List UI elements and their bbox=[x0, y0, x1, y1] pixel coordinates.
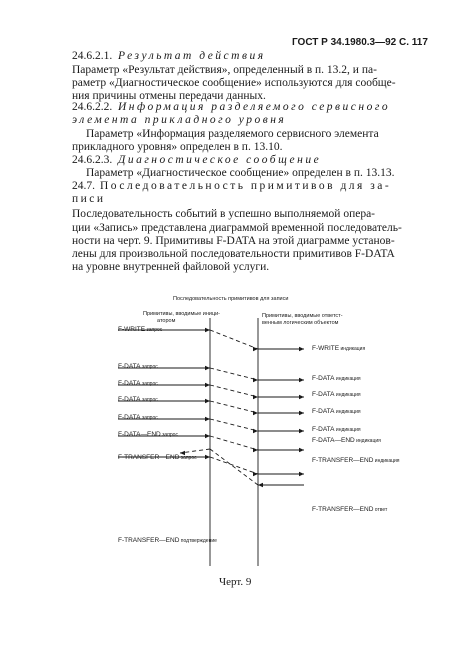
primitive-type: ответ bbox=[373, 507, 388, 513]
primitive-type: индикация bbox=[334, 392, 361, 398]
propagation-arrowhead bbox=[253, 411, 258, 415]
primitive-name: F-TRANSFER—END bbox=[312, 457, 374, 464]
propagation-arrowhead bbox=[253, 429, 258, 433]
primitive-name: F-DATA—END bbox=[118, 431, 161, 438]
section-24-7-title-line-1: Последовательность примитивов для за- bbox=[100, 180, 392, 192]
paragraph-1-line-3: ния причины отмены передачи данных. bbox=[72, 90, 266, 102]
propagation-line bbox=[210, 401, 258, 413]
primitive-name: F-TRANSFER—END bbox=[312, 506, 374, 513]
paragraph-4-line-2: ции «Запись» представлена диаграммой временной последователь- bbox=[72, 222, 402, 234]
propagation-line bbox=[210, 330, 258, 349]
right-column-header-line-1: Примитивы, вводимые ответст- bbox=[262, 313, 343, 319]
propagation-arrowhead bbox=[253, 347, 258, 351]
paragraph-4-line-3: ности на черт. 9. Примитивы F-DATA на этой диаграмме установ- bbox=[72, 235, 395, 247]
request-arrowhead bbox=[205, 399, 210, 403]
return-propagation-line bbox=[210, 449, 258, 485]
primitive-type: запрос bbox=[140, 397, 158, 403]
section-24-6-2-1-title: Результат действия bbox=[118, 50, 266, 62]
propagation-arrowhead bbox=[253, 378, 258, 382]
request-arrowhead bbox=[205, 366, 210, 370]
section-24-6-2-2-number: 24.6.2.2. bbox=[72, 101, 113, 113]
paragraph-4-line-4: лены для произвольной последовательности примитивов F-DATA bbox=[72, 248, 395, 260]
primitive-type: индикация bbox=[334, 376, 361, 382]
primitive-name: F-DATA bbox=[312, 375, 335, 382]
primitive-type: индикация bbox=[373, 458, 400, 464]
propagation-arrowhead bbox=[253, 472, 258, 476]
primitive-name: F-WRITE bbox=[118, 326, 146, 333]
primitive-type: индикация bbox=[334, 409, 361, 415]
propagation-arrowhead bbox=[253, 448, 258, 452]
page-header: ГОСТ Р 34.1980.3—92 С. 117 bbox=[292, 37, 428, 48]
indication-arrowhead bbox=[299, 395, 304, 399]
section-24-6-2-2-title-line-2: элемента прикладного уровня bbox=[72, 114, 287, 126]
right-column-header-line-2: венным логическим объектом bbox=[262, 320, 339, 326]
primitive-type: запрос bbox=[145, 327, 163, 333]
response-arrowhead bbox=[258, 483, 263, 487]
request-arrowhead bbox=[205, 455, 210, 459]
propagation-arrowhead bbox=[253, 395, 258, 399]
primitive-type: запрос bbox=[179, 455, 197, 461]
primitive-type: запрос bbox=[140, 381, 158, 387]
primitive-type: запрос bbox=[140, 415, 158, 421]
primitive-name: F-DATA bbox=[312, 426, 335, 433]
primitive-name: F-DATA bbox=[312, 408, 335, 415]
primitive-type: индикация bbox=[334, 427, 361, 433]
request-arrowhead bbox=[205, 328, 210, 332]
paragraph-1-line-1: Параметр «Результат действия», определенный в п. 13.2, и па- bbox=[72, 64, 377, 76]
indication-arrowhead bbox=[299, 429, 304, 433]
indication-arrowhead bbox=[299, 378, 304, 382]
paragraph-4-line-5: на уровне внутренней файловой услуги. bbox=[72, 261, 270, 273]
indication-arrowhead bbox=[299, 472, 304, 476]
figure-caption: Черт. 9 bbox=[219, 576, 252, 588]
paragraph-4-line-1: Последовательность событий в успешно выполняемой опера- bbox=[72, 208, 376, 220]
request-arrowhead bbox=[205, 417, 210, 421]
request-arrowhead bbox=[205, 383, 210, 387]
indication-arrowhead bbox=[299, 411, 304, 415]
primitive-type: запрос bbox=[140, 364, 158, 370]
left-column-header-line-1: Примитивы, вводимые иници- bbox=[143, 311, 221, 317]
paragraph-2-line-2: прикладного уровня» определен в п. 13.10. bbox=[72, 141, 283, 153]
primitive-name: F-DATA bbox=[118, 380, 141, 387]
indication-arrowhead bbox=[299, 347, 304, 351]
primitive-name: F-DATA bbox=[312, 391, 335, 398]
section-24-6-2-3-title: Диагностическое сообщение bbox=[118, 154, 322, 166]
left-column-header-line-2: атором bbox=[157, 318, 176, 324]
propagation-line bbox=[210, 436, 258, 450]
primitive-name: F-DATA bbox=[118, 396, 141, 403]
paragraph-1-line-2: раметр «Диагностическое сообщение» используются для сообще- bbox=[72, 77, 396, 89]
propagation-line bbox=[210, 368, 258, 380]
paragraph-3-line-1: Параметр «Диагностическое сообщение» определен в п. 13.13. bbox=[86, 167, 395, 179]
primitive-type: подтверждение bbox=[179, 538, 217, 544]
primitive-type: запрос bbox=[160, 432, 178, 438]
primitive-name: F-TRANSFER—END bbox=[118, 537, 180, 544]
section-24-6-2-2-title-line-1: Информация разделяемого сервисного bbox=[118, 101, 391, 113]
section-24-6-2-1-number: 24.6.2.1. bbox=[72, 50, 113, 62]
section-24-6-2-3-number: 24.6.2.3. bbox=[72, 154, 113, 166]
request-arrowhead bbox=[205, 434, 210, 438]
indication-arrowhead bbox=[299, 448, 304, 452]
propagation-line bbox=[210, 385, 258, 397]
propagation-line bbox=[210, 419, 258, 431]
paragraph-2-line-1: Параметр «Информация разделяемого сервисного элемента bbox=[86, 128, 379, 140]
primitive-name: F-DATA bbox=[118, 363, 141, 370]
section-24-7-number: 24.7. bbox=[72, 180, 95, 192]
primitive-name: F-WRITE bbox=[312, 345, 340, 352]
diagram-title: Последовательность примитивов для записи bbox=[173, 296, 289, 302]
primitive-type: индикация bbox=[339, 346, 366, 352]
section-24-7-title-line-2: писи bbox=[72, 193, 106, 205]
propagation-line bbox=[210, 457, 258, 474]
primitive-name: F-DATA bbox=[118, 414, 141, 421]
primitive-type: индикация bbox=[354, 438, 381, 444]
primitive-name: F-TRANSFER—END bbox=[118, 454, 180, 461]
primitive-name: F-DATA—END bbox=[312, 437, 355, 444]
